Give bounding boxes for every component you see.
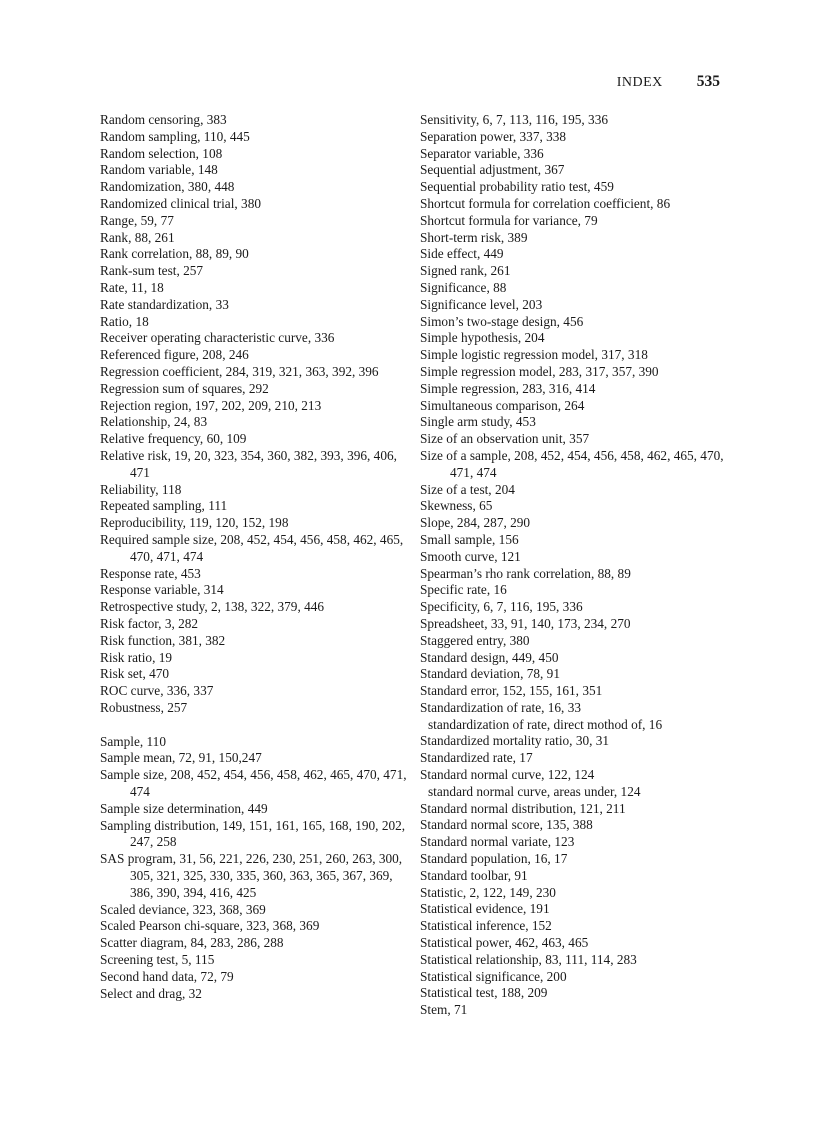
- index-entry: Relative risk, 19, 20, 323, 354, 360, 382, 393, 396, 406, 471: [100, 447, 397, 480]
- index-entry: Small sample, 156: [420, 531, 519, 547]
- index-entry: Sampling distribution, 149, 151, 161, 165, 168, 190, 202, 247, 258: [100, 817, 406, 850]
- index-entry: Rank correlation, 88, 89, 90: [100, 246, 249, 262]
- index-entry: Ratio, 18: [100, 313, 149, 329]
- index-entry: Range, 59, 77: [100, 212, 174, 228]
- index-entry: Signed rank, 261: [420, 263, 511, 279]
- index-column-left: [100, 112, 412, 1002]
- page-number: 535: [696, 73, 720, 90]
- index-entry: Regression sum of squares, 292: [100, 380, 269, 396]
- index-entry: Relative frequency, 60, 109: [100, 431, 247, 447]
- index-entry: Scatter diagram, 84, 283, 286, 288: [100, 935, 284, 951]
- index-entry: Statistical significance, 200: [420, 968, 567, 984]
- index-entry: Statistical test, 188, 209: [420, 985, 548, 1001]
- index-entry: Random variable, 148: [100, 162, 218, 178]
- section-gap: [100, 717, 412, 734]
- index-entry: Standardized mortality ratio, 30, 31: [420, 733, 610, 749]
- index-entry: Repeated sampling, 111: [100, 498, 228, 514]
- index-entry: Size of an observation unit, 357: [420, 431, 590, 447]
- index-entry: Standard normal variate, 123: [420, 834, 575, 850]
- index-entry: Statistical power, 462, 463, 465: [420, 935, 589, 951]
- index-entry: Random sampling, 110, 445: [100, 128, 250, 144]
- index-entry: Risk ratio, 19: [100, 649, 173, 665]
- index-subentry: standardization of rate, direct mothod of, 16: [428, 716, 663, 732]
- index-entry: Rank-sum test, 257: [100, 263, 204, 279]
- index-entry: Simple hypothesis, 204: [420, 330, 545, 346]
- index-column-right: [420, 112, 730, 1019]
- index-entry: Random selection, 108: [100, 145, 223, 161]
- index-entry: Rejection region, 197, 202, 209, 210, 213: [100, 397, 322, 413]
- index-entry: Statistic, 2, 122, 149, 230: [420, 884, 556, 900]
- index-entry: Spearman’s rho rank correlation, 88, 89: [420, 565, 631, 581]
- index-entry: Standard error, 152, 155, 161, 351: [420, 683, 603, 699]
- index-entry: Size of a test, 204: [420, 481, 515, 497]
- index-entry: Sample size determination, 449: [100, 800, 268, 816]
- index-entry: Significance, 88: [420, 279, 507, 295]
- index-entry: Separation power, 337, 338: [420, 128, 567, 144]
- index-entry: Response variable, 314: [100, 582, 224, 598]
- index-entry: Size of a sample, 208, 452, 454, 456, 458, 462, 465, 470, 471, 474: [420, 447, 724, 480]
- index-entry: ROC curve, 336, 337: [100, 683, 214, 699]
- index-entry: Spreadsheet, 33, 91, 140, 173, 234, 270: [420, 615, 631, 631]
- index-entry: Second hand data, 72, 79: [100, 968, 234, 984]
- index-entry: Specificity, 6, 7, 116, 195, 336: [420, 599, 583, 615]
- index-entry: Required sample size, 208, 452, 454, 456, 458, 462, 465, 470, 471, 474: [100, 531, 404, 564]
- index-entry: Regression coefficient, 284, 319, 321, 363, 392, 396: [100, 363, 379, 379]
- index-entry: Sample, 110: [100, 733, 166, 749]
- index-entry: Standardization of rate, 16, 33: [420, 699, 581, 715]
- index-entry: Simple regression model, 283, 317, 357, 390: [420, 363, 659, 379]
- index-entry: Side effect, 449: [420, 246, 504, 262]
- index-entry: Sensitivity, 6, 7, 113, 116, 195, 336: [420, 112, 609, 127]
- index-entry: Risk set, 470: [100, 666, 170, 682]
- index-entry: Retrospective study, 2, 138, 322, 379, 446: [100, 599, 325, 615]
- index-entry: Randomization, 380, 448: [100, 179, 235, 195]
- index-entry: Standard normal distribution, 121, 211: [420, 800, 626, 816]
- index-subentry: standard normal curve, areas under, 124: [428, 783, 641, 799]
- index-entry: Stem, 71: [420, 1002, 468, 1018]
- index-entry: Select and drag, 32: [100, 985, 202, 1001]
- index-entry: Rank, 88, 261: [100, 229, 175, 245]
- index-entry: Statistical evidence, 191: [420, 901, 550, 917]
- index-entry: Randomized clinical trial, 380: [100, 195, 261, 211]
- index-entry: Scaled deviance, 323, 368, 369: [100, 901, 266, 917]
- index-entry: Relationship, 24, 83: [100, 414, 208, 430]
- index-entry: Screening test, 5, 115: [100, 952, 215, 968]
- index-entry: Skewness, 65: [420, 498, 493, 514]
- index-entry: Reliability, 118: [100, 481, 182, 497]
- index-entry: Standard deviation, 78, 91: [420, 666, 560, 682]
- index-entry: Standard design, 449, 450: [420, 649, 559, 665]
- index-entry: Sample size, 208, 452, 454, 456, 458, 462, 465, 470, 471, 474: [100, 767, 407, 800]
- index-entry: Simple regression, 283, 316, 414: [420, 380, 596, 396]
- index-entry: Simon’s two-stage design, 456: [420, 313, 584, 329]
- index-entry: Sequential probability ratio test, 459: [420, 179, 614, 195]
- index-entry: Single arm study, 453: [420, 414, 536, 430]
- index-entry: Specific rate, 16: [420, 582, 507, 598]
- index-entry: Separator variable, 336: [420, 145, 544, 161]
- index-entry: Simple logistic regression model, 317, 318: [420, 347, 648, 363]
- index-entry: Rate standardization, 33: [100, 296, 229, 312]
- index-entry: Shortcut formula for correlation coefficient, 86: [420, 195, 671, 211]
- index-entry: Risk function, 381, 382: [100, 632, 226, 648]
- index-entry: Referenced figure, 208, 246: [100, 347, 249, 363]
- index-entry: Sequential adjustment, 367: [420, 162, 565, 178]
- index-entry: Slope, 284, 287, 290: [420, 515, 531, 531]
- header-label: INDEX: [616, 75, 663, 90]
- index-entry: Receiver operating characteristic curve, 336: [100, 330, 335, 346]
- index-entry: Shortcut formula for variance, 79: [420, 212, 598, 228]
- index-entry: Standardized rate, 17: [420, 750, 533, 766]
- index-entry: Sample mean, 72, 91, 150,247: [100, 750, 262, 766]
- running-header: [617, 73, 720, 91]
- index-entry: Robustness, 257: [100, 699, 188, 715]
- index-entry: Reproducibility, 119, 120, 152, 198: [100, 515, 289, 531]
- index-entry: Standard population, 16, 17: [420, 851, 568, 867]
- index-entry: Smooth curve, 121: [420, 548, 521, 564]
- index-entry: Random censoring, 383: [100, 112, 227, 127]
- index-entry: Short-term risk, 389: [420, 229, 528, 245]
- index-entry: SAS program, 31, 56, 221, 226, 230, 251, 260, 263, 300, 305, 321, 325, 330, 335, 360, 363, 365, 367, 369, 386, 390, 394, 416, 425: [100, 851, 403, 900]
- index-entry: Standard normal curve, 122, 124: [420, 767, 595, 783]
- index-entry: Significance level, 203: [420, 296, 543, 312]
- index-entry: Response rate, 453: [100, 565, 201, 581]
- index-entry: Risk factor, 3, 282: [100, 615, 199, 631]
- index-entry: Simultaneous comparison, 264: [420, 397, 585, 413]
- index-entry: Staggered entry, 380: [420, 632, 530, 648]
- index-entry: Statistical relationship, 83, 111, 114, 283: [420, 951, 637, 967]
- index-entry: Statistical inference, 152: [420, 918, 552, 934]
- index-entry: Standard toolbar, 91: [420, 867, 528, 883]
- index-entry: Standard normal score, 135, 388: [420, 817, 593, 833]
- index-entry: Scaled Pearson chi-square, 323, 368, 369: [100, 918, 320, 934]
- index-entry: Rate, 11, 18: [100, 279, 164, 295]
